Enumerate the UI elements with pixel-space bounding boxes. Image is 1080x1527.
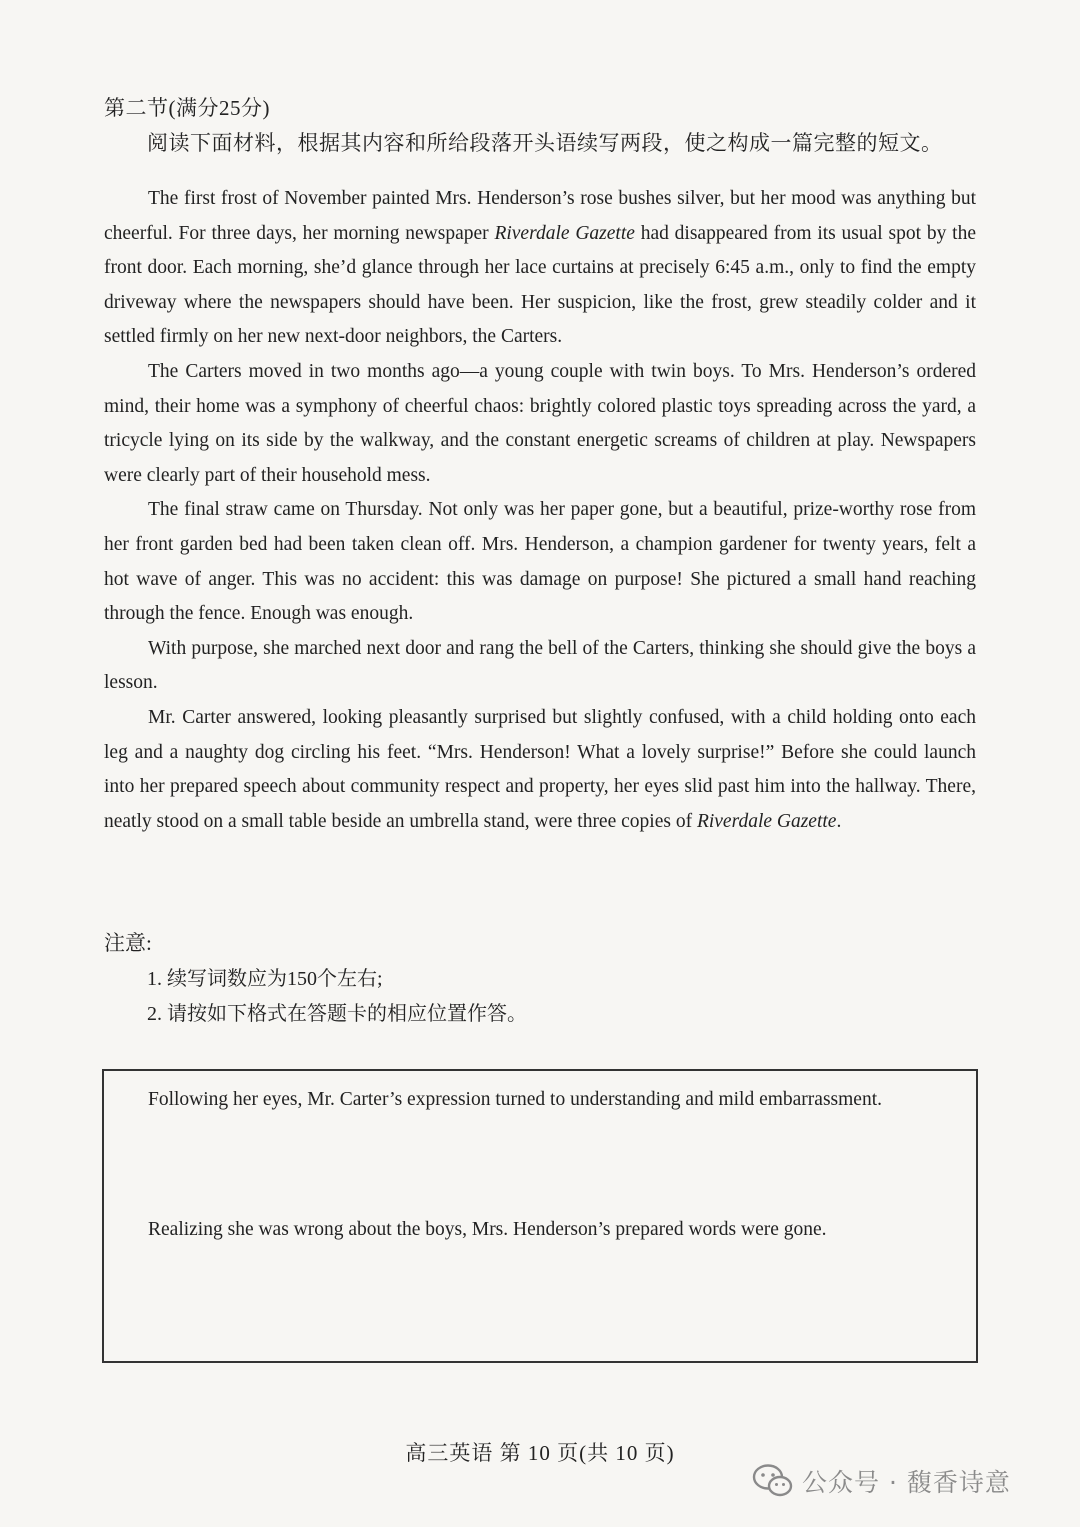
watermark-text: 公众号 · 馥香诗意 [802,1468,1011,1497]
wechat-icon [752,1463,794,1499]
note-item-2: 2. 请按如下格式在答题卡的相应位置作答。 [147,1003,527,1025]
section-instruction: 阅读下面材料，根据其内容和所给段落开头语续写两段，使之构成一篇完整的短文。 [147,131,943,155]
paragraph-start-2: Realizing she was wrong about the boys, Mrs. Henderson’s prepared words were gone. [148,1219,827,1240]
notes-title: 注意: [104,931,152,955]
passage-paragraph-3: The final straw came on Thursday. Not only was her paper gone, but a beautiful, prize-worthy rose from her front garden bed had been taken clean off. Mrs. Henderson, a champion gardener for twenty years, felt a hot wave of anger. This was no accident: this was damage on purpose! She pictured a small hand reaching through the fence. Enough was enough. [104,499,976,625]
page-footer: 高三英语 第 10 页(共 10 页) [405,1441,675,1465]
watermark [752,1463,1011,1499]
paragraph-text: The first frost of November painted Mrs. Henderson’s rose bushes silver, but her mood was anything but cheerful. For three days, her morning newspaper [104,188,976,244]
reading-passage [104,182,976,839]
paragraph-text: . [836,810,842,832]
passage-paragraph-1 [104,182,976,355]
passage-paragraph-2: The Carters moved in two months ago—a young couple with twin boys. To Mrs. Henderson’s ordered mind, their home was a symphony of cheerful chaos: brightly colored plastic toys spreading across the yard, a tricycle lying on its side by the walkway, and the constant energetic screams of children at play. Newspapers were clearly part of their household mess. [104,360,976,486]
paragraph-text: had disappeared from its usual spot by the front door. Each morning, she’d glance through her lace curtains at precisely 6:45 a.m., only to find the empty driveway where the newspapers should have been. Her suspicion, like the frost, grew steadily colder and it settled firmly on her new next-door neighbors, the Carters. [104,222,976,348]
passage-paragraph-4: With purpose, she marched next door and rang the bell of the Carters, thinking she should give the boys a lesson. [104,637,976,694]
newspaper-title: Riverdale Gazette [696,810,837,832]
paragraph-text: Mr. Carter answered, looking pleasantly surprised but slightly confused, with a child holding onto each leg and a naughty dog circling his feet. “Mrs. Henderson! What a lovely surprise!” Before she could launch into her prepared speech about community respect and property, her eyes slid past him into the hallway. There, neatly stood on a small table beside an umbrella stand, were three copies of [104,706,976,832]
passage-paragraph-5 [104,701,976,839]
note-item-1: 1. 续写词数应为150个左右; [147,968,383,990]
paragraph-start-1: Following her eyes, Mr. Carter’s expression turned to understanding and mild embarrassment. [148,1089,882,1110]
section-title: 第二节(满分25分) [104,96,270,120]
newspaper-title: Riverdale Gazette [494,222,635,244]
answer-box [102,1069,978,1363]
